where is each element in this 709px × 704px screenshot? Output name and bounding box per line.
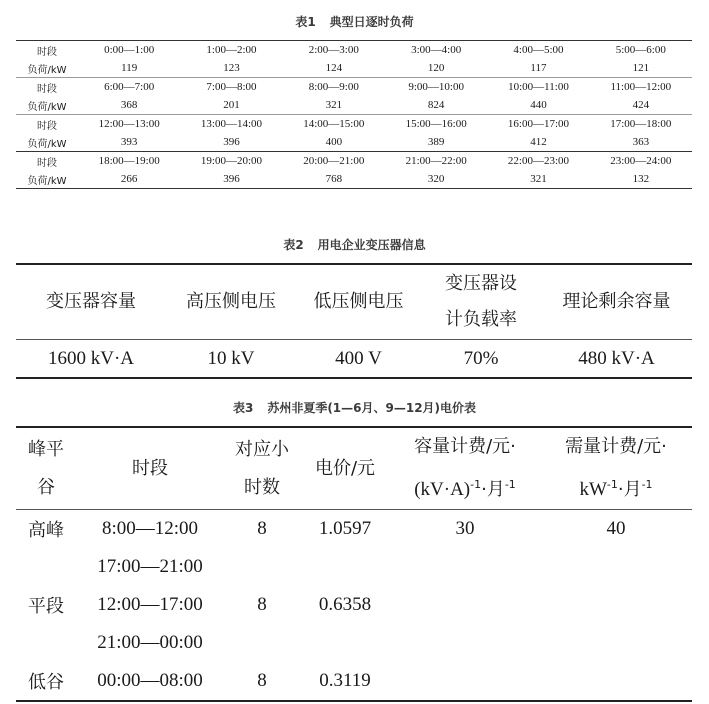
- header-capacity-fee-line1: 容量计费/元·: [414, 436, 516, 457]
- load-row: [16, 170, 692, 189]
- table2-caption-title: 用电企业变压器信息: [317, 238, 426, 252]
- transformer-header-row: [16, 264, 692, 340]
- time-cell: 5:00—6:00: [590, 41, 692, 60]
- load-cell: 824: [427, 99, 445, 111]
- time-cell: 22:00—23:00: [487, 152, 589, 171]
- load-label: 负荷/kW: [16, 170, 78, 189]
- capacity-month-exponent: -1: [504, 478, 516, 491]
- capacity-unit: (kV·A): [414, 479, 471, 500]
- table3-caption: [0, 399, 709, 416]
- value-transformer-capacity: 1600 kV·A: [16, 340, 166, 379]
- time-row: [16, 41, 692, 60]
- price-cell: 1.0597: [318, 518, 372, 539]
- load-cell: 119: [121, 62, 138, 74]
- time-cell: 15:00—16:00: [385, 115, 487, 134]
- load-cell: 321: [325, 99, 343, 111]
- price-header-row: [16, 427, 692, 510]
- capacity-month: ·月: [481, 479, 505, 500]
- load-cell: 768: [283, 170, 385, 189]
- header-transformer-capacity: 变压器容量: [16, 264, 166, 340]
- header-price: 电价/元: [300, 427, 390, 510]
- load-cell: 201: [223, 99, 240, 111]
- load-cell: 389: [427, 136, 445, 148]
- time-cell: 1:00—2:00: [180, 41, 282, 60]
- load-cell: 363: [632, 136, 650, 148]
- load-cell: 123: [223, 62, 240, 74]
- load-cell: 124: [325, 62, 343, 74]
- demand-unit-exponent: -1: [606, 478, 618, 491]
- price-cell: 0.3119: [300, 662, 390, 701]
- header-design-load-rate-line1: 变压器设: [445, 273, 517, 294]
- load-cell: 396: [180, 170, 282, 189]
- time-label: 时段: [16, 152, 78, 171]
- time-cell: 23:00—24:00: [590, 152, 692, 171]
- load-cell: 320: [385, 170, 487, 189]
- header-demand-fee: [540, 427, 692, 510]
- load-cell: 368: [120, 99, 138, 111]
- demand-month: ·月: [617, 479, 642, 500]
- capacity-fee-cell: 30: [455, 518, 475, 539]
- demand-fee-cell: [540, 662, 692, 701]
- demand-unit: kW: [579, 479, 607, 500]
- load-row: [16, 59, 692, 78]
- hourly-load-body: [16, 41, 692, 189]
- load-cell: 400: [325, 136, 343, 148]
- time-cell: 14:00—15:00: [283, 115, 385, 134]
- time-row: [16, 78, 692, 97]
- time-cell: 10:00—11:00: [487, 78, 589, 97]
- electricity-price-table: [16, 426, 692, 702]
- header-remaining-capacity: 理论剩余容量: [541, 264, 692, 340]
- time-cell: 9:00—10:00: [385, 78, 487, 97]
- load-cell: 121: [632, 62, 650, 74]
- time-cell: 19:00—20:00: [180, 152, 282, 171]
- price-row: [16, 548, 692, 586]
- demand-fee-cell: [540, 624, 692, 662]
- value-design-load-rate: 70%: [421, 340, 541, 379]
- time-cell: 21:00—22:00: [385, 152, 487, 171]
- header-demand-fee-line2: [540, 466, 692, 509]
- time-cell: 12:00—17:00: [97, 594, 203, 615]
- header-demand-fee-line1: 需量计费/元·: [565, 436, 667, 457]
- table2-caption: [0, 236, 709, 253]
- time-label: 时段: [16, 78, 78, 97]
- demand-fee-cell: [540, 548, 692, 586]
- time-cell: 17:00—21:00: [97, 556, 203, 577]
- table1-caption-title: 典型日逐时负荷: [329, 15, 414, 29]
- demand-fee-cell: 40: [606, 518, 626, 539]
- demand-fee-cell: [540, 586, 692, 624]
- time-row: [16, 115, 692, 134]
- load-cell: 132: [590, 170, 692, 189]
- table3-caption-number: 表3: [232, 401, 254, 415]
- time-label: 时段: [16, 115, 78, 134]
- capacity-unit-exponent: -1: [470, 478, 482, 491]
- load-label: 负荷/kW: [27, 64, 67, 76]
- price-cell: 0.6358: [318, 594, 372, 615]
- header-hours-line2: 时数: [244, 476, 280, 498]
- price-row: [16, 586, 692, 624]
- price-cell: [300, 548, 390, 586]
- period-type-cell: 低谷: [16, 662, 76, 701]
- price-row: [16, 662, 692, 701]
- time-cell: 20:00—21:00: [283, 152, 385, 171]
- time-cell: 17:00—18:00: [590, 115, 692, 134]
- time-cell: 12:00—13:00: [78, 115, 180, 134]
- price-body: [16, 510, 692, 702]
- value-high-voltage: 10 kV: [166, 340, 296, 379]
- load-label: 负荷/kW: [27, 138, 67, 150]
- time-cell: 8:00—12:00: [101, 518, 199, 539]
- time-cell: 3:00—4:00: [385, 41, 487, 60]
- load-cell: 393: [120, 136, 138, 148]
- price-row: [16, 624, 692, 662]
- load-cell: 424: [632, 99, 650, 111]
- load-row: [16, 96, 692, 115]
- period-type-cell: 平段: [28, 596, 64, 617]
- table1-caption-number: 表1: [295, 15, 316, 29]
- time-cell: 16:00—17:00: [487, 115, 589, 134]
- header-design-load-rate: [421, 264, 541, 340]
- period-type-cell: [16, 624, 76, 662]
- header-period-type: [16, 427, 76, 510]
- load-cell: 440: [530, 99, 547, 111]
- transformer-info-table: [16, 263, 692, 379]
- time-cell: 6:00—7:00: [78, 78, 180, 97]
- capacity-fee-cell: [390, 624, 540, 662]
- transformer-value-row: [16, 340, 692, 379]
- time-cell: 18:00—19:00: [78, 152, 180, 171]
- hours-cell: 8: [257, 518, 267, 539]
- table2-caption-number: 表2: [283, 238, 304, 252]
- load-cell: 321: [487, 170, 589, 189]
- load-cell: 266: [78, 170, 180, 189]
- load-row: [16, 133, 692, 152]
- load-label: 负荷/kW: [27, 101, 67, 113]
- period-type-cell: [16, 548, 76, 586]
- hourly-load-table: [16, 40, 692, 189]
- price-row: [16, 510, 692, 549]
- hours-cell: 8: [257, 594, 267, 615]
- demand-month-exponent: -1: [641, 478, 653, 491]
- table3-caption-title: 苏州非夏季(1—6月、9—12月)电价表: [267, 401, 477, 415]
- time-cell: 00:00—08:00: [76, 662, 224, 701]
- time-cell: 11:00—12:00: [590, 78, 692, 97]
- price-cell: [300, 624, 390, 662]
- header-high-voltage: 高压侧电压: [166, 264, 296, 340]
- value-remaining-capacity: 480 kV·A: [541, 340, 692, 379]
- time-cell: 21:00—00:00: [97, 632, 203, 653]
- capacity-fee-cell: [390, 548, 540, 586]
- time-cell: 7:00—8:00: [180, 78, 282, 97]
- load-cell: 117: [530, 62, 547, 74]
- value-low-voltage: 400 V: [296, 340, 421, 379]
- capacity-fee-cell: [390, 662, 540, 701]
- time-cell: 13:00—14:00: [180, 115, 282, 134]
- load-cell: 120: [427, 62, 445, 74]
- header-hours-line1: 对应小: [235, 438, 289, 460]
- header-hours: [224, 427, 300, 510]
- hours-cell: [224, 548, 300, 586]
- header-period-type-line2: 谷: [37, 476, 55, 498]
- capacity-fee-cell: [390, 586, 540, 624]
- header-time: 时段: [76, 427, 224, 510]
- header-design-load-rate-line2: 计负载率: [445, 309, 517, 330]
- header-period-type-line1: 峰平: [28, 438, 64, 460]
- header-capacity-fee: [390, 427, 540, 510]
- header-capacity-fee-line2: [390, 466, 540, 509]
- time-cell: 0:00—1:00: [78, 41, 180, 60]
- header-low-voltage: 低压侧电压: [296, 264, 421, 340]
- time-row: [16, 152, 692, 171]
- hours-cell: 8: [224, 662, 300, 701]
- time-cell: 4:00—5:00: [487, 41, 589, 60]
- load-cell: 412: [530, 136, 547, 148]
- time-label: 时段: [16, 41, 78, 60]
- table1-caption: [0, 13, 709, 30]
- time-cell: 2:00—3:00: [283, 41, 385, 60]
- load-cell: 396: [223, 136, 240, 148]
- hours-cell: [224, 624, 300, 662]
- time-cell: 8:00—9:00: [283, 78, 385, 97]
- period-type-cell: 高峰: [28, 520, 64, 541]
